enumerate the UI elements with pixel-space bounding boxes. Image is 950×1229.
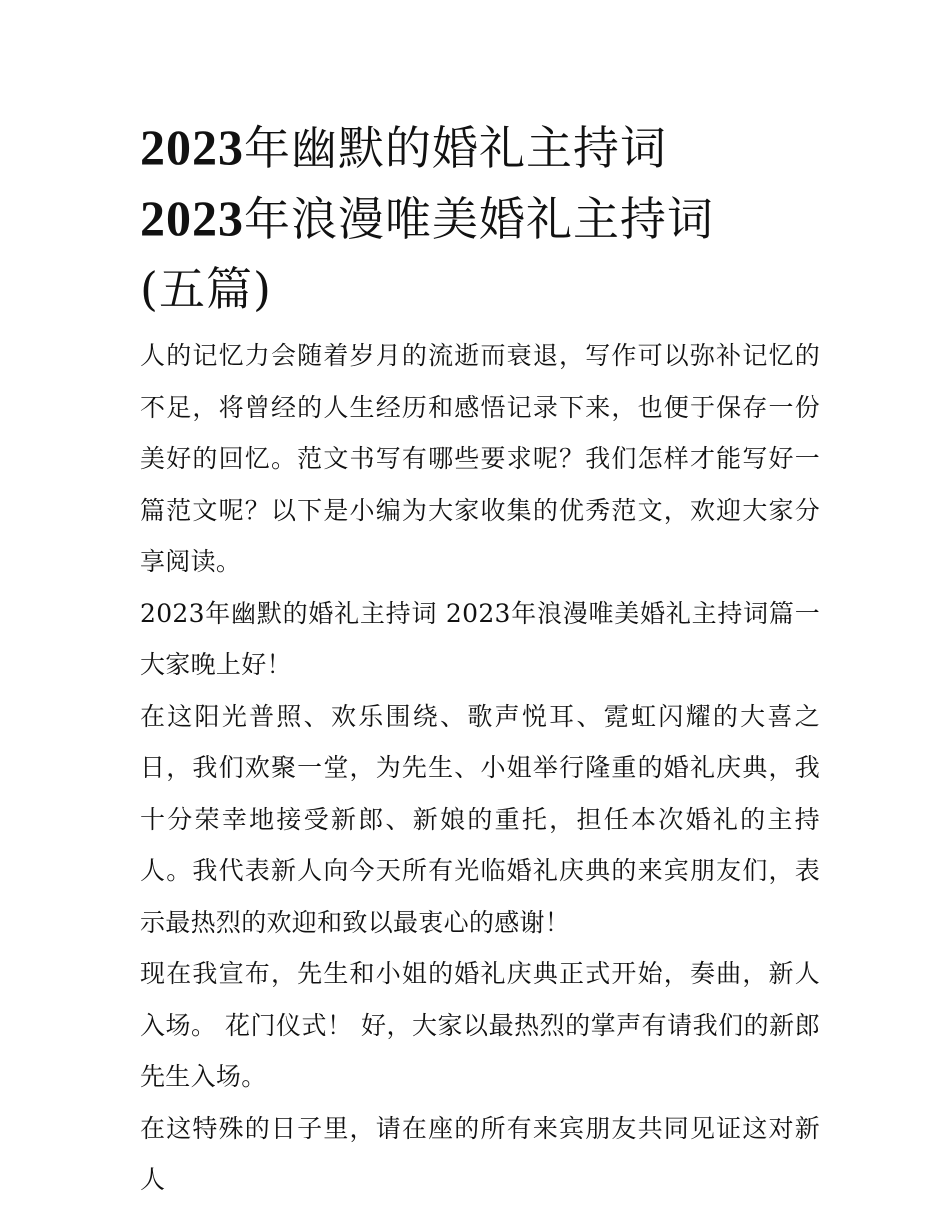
body-paragraph: 在这特殊的日子里，请在座的所有来宾朋友共同见证这对新人 bbox=[140, 1113, 820, 1194]
title-line-1 bbox=[140, 112, 820, 183]
title-text-2: 年浪漫唯美婚礼主持词 bbox=[244, 192, 714, 246]
title-line-2 bbox=[140, 183, 820, 254]
document-title bbox=[140, 112, 820, 324]
title-year-1: 2023 bbox=[140, 119, 244, 175]
section-heading-paragraph: 2023年幽默的婚礼主持词 2023年浪漫唯美婚礼主持词篇一 大家晚上好！ bbox=[140, 598, 820, 679]
intro-paragraph: 人的记忆力会随着岁月的流逝而衰退，写作可以弥补记忆的不足，将曾经的人生经历和感悟记录下来，也便于保存一份美好的回忆。范文书写有哪些要求呢？我们怎样才能写好一篇范文呢？以下是小编为大家收集的优秀范文，欢迎大家分享阅读。 bbox=[140, 341, 820, 576]
title-year-2: 2023 bbox=[140, 190, 244, 246]
body-paragraph: 现在我宣布，先生和小姐的婚礼庆典正式开始，奏曲，新人入场。 花门仪式！ 好，大家以最热烈的掌声有请我们的新郎先生入场。 bbox=[140, 959, 820, 1091]
document-page bbox=[140, 112, 820, 1206]
body-paragraph: 在这阳光普照、欢乐围绕、歌声悦耳、霓虹闪耀的大喜之日，我们欢聚一堂，为先生、小姐举行隆重的婚礼庆典，我十分荣幸地接受新郎、新娘的重托，担任本次婚礼的主持人。我代表新人向今天所有光临婚礼庆典的来宾朋友们，表示最热烈的欢迎和致以最衷心的感谢！ bbox=[140, 701, 820, 937]
title-text-1: 年幽默的婚礼主持词 bbox=[244, 121, 667, 175]
title-line-3: (五篇) bbox=[140, 262, 272, 316]
